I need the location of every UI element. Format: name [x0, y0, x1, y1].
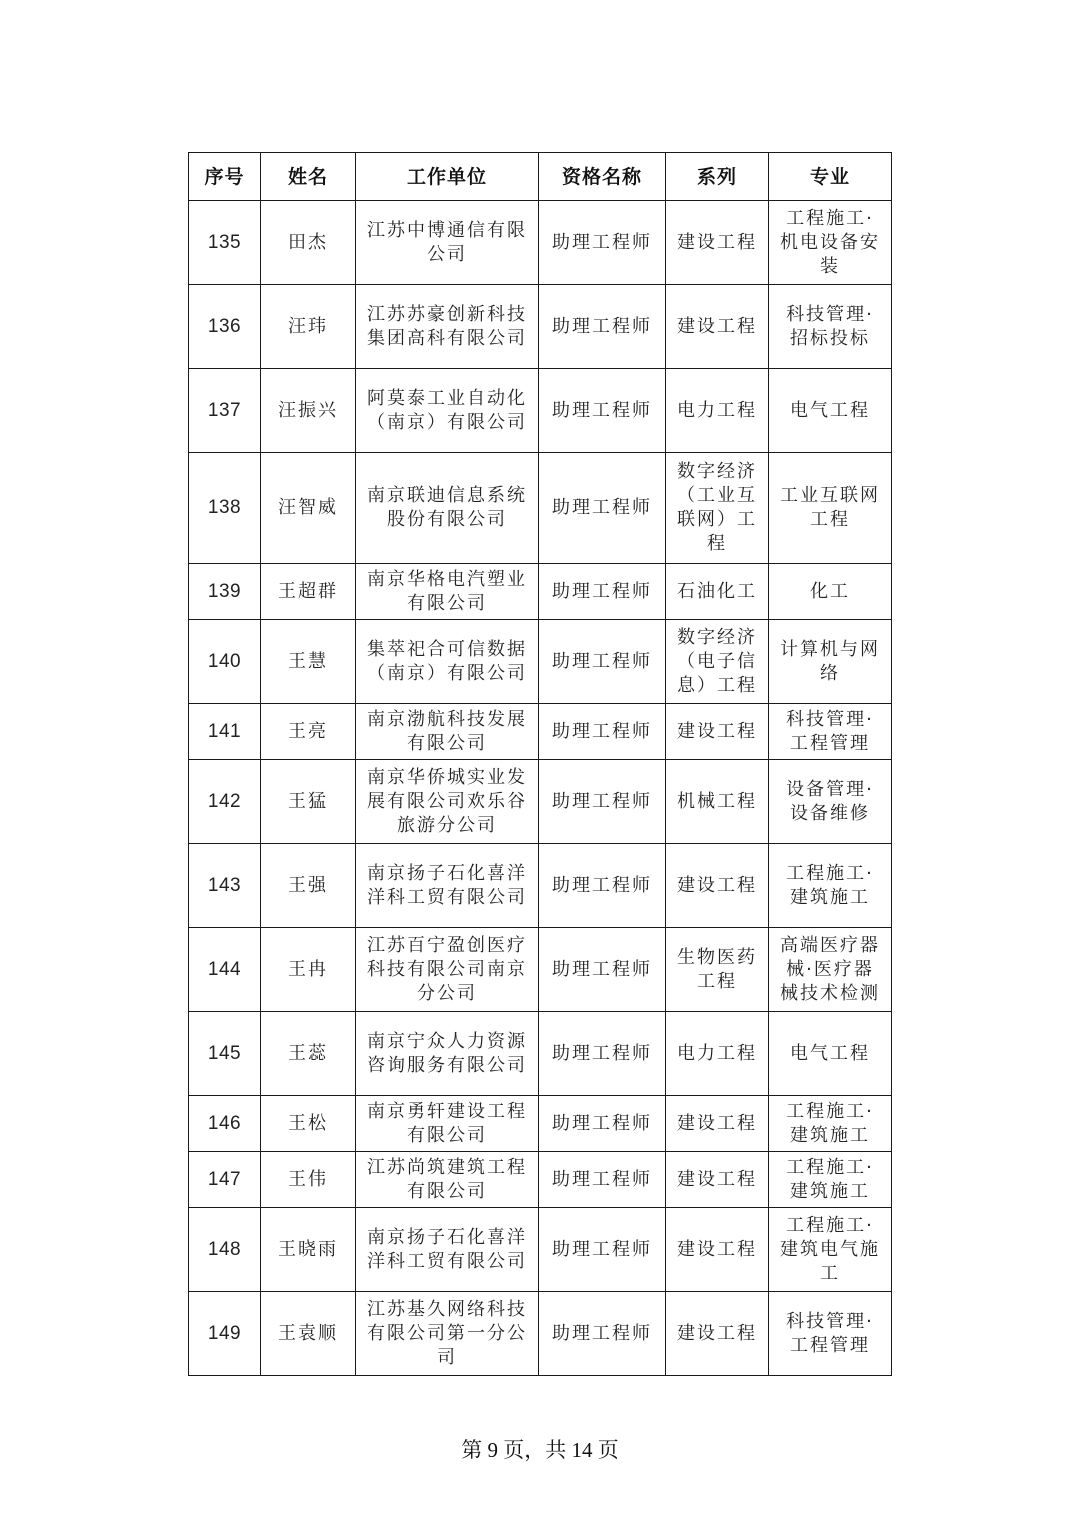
cell-name: 汪振兴 [261, 369, 356, 453]
cell-qualification: 助理工程师 [539, 285, 666, 369]
cell-qualification: 助理工程师 [539, 453, 666, 564]
cell-employer: 南京勇轩建设工程有限公司 [356, 1096, 539, 1152]
table-row [189, 564, 892, 620]
cell-series: 建设工程 [666, 1096, 769, 1152]
cell-name: 田杰 [261, 201, 356, 285]
cell-employer: 江苏百宁盈创医疗科技有限公司南京分公司 [356, 928, 539, 1012]
cell-specialty: 电气工程 [769, 1012, 892, 1096]
cell-seq: 136 [189, 285, 261, 369]
cell-employer: 南京华侨城实业发展有限公司欢乐谷旅游分公司 [356, 760, 539, 844]
table-row [189, 760, 892, 844]
cell-employer: 南京宁众人力资源咨询服务有限公司 [356, 1012, 539, 1096]
cell-series: 建设工程 [666, 285, 769, 369]
cell-qualification: 助理工程师 [539, 369, 666, 453]
cell-seq: 135 [189, 201, 261, 285]
cell-specialty: 工程施工·建筑施工 [769, 1096, 892, 1152]
table-row [189, 928, 892, 1012]
cell-name: 王袁顺 [261, 1292, 356, 1376]
cell-series: 建设工程 [666, 201, 769, 285]
cell-series: 电力工程 [666, 369, 769, 453]
header-seq: 序号 [189, 153, 261, 201]
cell-employer: 南京渤航科技发展有限公司 [356, 704, 539, 760]
cell-employer: 南京扬子石化喜洋洋科工贸有限公司 [356, 844, 539, 928]
table-row [189, 1208, 892, 1292]
table-row [189, 1012, 892, 1096]
cell-qualification: 助理工程师 [539, 1292, 666, 1376]
cell-specialty: 工业互联网工程 [769, 453, 892, 564]
cell-seq: 149 [189, 1292, 261, 1376]
cell-series: 建设工程 [666, 1208, 769, 1292]
table-header-row [189, 153, 892, 201]
cell-specialty: 工程施工·建筑施工 [769, 844, 892, 928]
table-row [189, 1096, 892, 1152]
cell-series: 电力工程 [666, 1012, 769, 1096]
cell-specialty: 计算机与网络 [769, 620, 892, 704]
cell-employer: 南京联迪信息系统股份有限公司 [356, 453, 539, 564]
cell-seq: 144 [189, 928, 261, 1012]
table-row [189, 844, 892, 928]
cell-seq: 139 [189, 564, 261, 620]
cell-seq: 147 [189, 1152, 261, 1208]
cell-qualification: 助理工程师 [539, 1208, 666, 1292]
cell-qualification: 助理工程师 [539, 844, 666, 928]
cell-specialty: 科技管理·工程管理 [769, 704, 892, 760]
table-row [189, 704, 892, 760]
cell-seq: 146 [189, 1096, 261, 1152]
cell-series: 数字经济（工业互联网）工程 [666, 453, 769, 564]
cell-specialty: 科技管理·工程管理 [769, 1292, 892, 1376]
cell-qualification: 助理工程师 [539, 620, 666, 704]
table-row [189, 285, 892, 369]
cell-specialty: 电气工程 [769, 369, 892, 453]
cell-qualification: 助理工程师 [539, 564, 666, 620]
cell-employer: 江苏尚筑建筑工程有限公司 [356, 1152, 539, 1208]
cell-employer: 江苏苏豪创新科技集团高科有限公司 [356, 285, 539, 369]
cell-specialty: 工程施工·建筑电气施工 [769, 1208, 892, 1292]
header-specialty: 专业 [769, 153, 892, 201]
cell-name: 汪玮 [261, 285, 356, 369]
cell-name: 王慧 [261, 620, 356, 704]
cell-series: 石油化工 [666, 564, 769, 620]
cell-name: 王松 [261, 1096, 356, 1152]
cell-series: 建设工程 [666, 1152, 769, 1208]
cell-series: 数字经济（电子信息）工程 [666, 620, 769, 704]
cell-qualification: 助理工程师 [539, 1152, 666, 1208]
table-row [189, 201, 892, 285]
qualification-table [188, 152, 892, 1376]
cell-specialty: 高端医疗器械·医疗器械技术检测 [769, 928, 892, 1012]
cell-employer: 集萃祀合可信数据（南京）有限公司 [356, 620, 539, 704]
cell-qualification: 助理工程师 [539, 704, 666, 760]
cell-name: 王强 [261, 844, 356, 928]
cell-name: 王晓雨 [261, 1208, 356, 1292]
page-footer: 第 9 页，共 14 页 [461, 1438, 619, 1462]
cell-name: 王冉 [261, 928, 356, 1012]
cell-seq: 140 [189, 620, 261, 704]
cell-qualification: 助理工程师 [539, 760, 666, 844]
cell-employer: 江苏中博通信有限公司 [356, 201, 539, 285]
cell-name: 王蕊 [261, 1012, 356, 1096]
table-row [189, 369, 892, 453]
header-employer: 工作单位 [356, 153, 539, 201]
header-qualification: 资格名称 [539, 153, 666, 201]
cell-series: 建设工程 [666, 844, 769, 928]
cell-qualification: 助理工程师 [539, 1012, 666, 1096]
cell-seq: 142 [189, 760, 261, 844]
cell-employer: 南京华格电汽塑业有限公司 [356, 564, 539, 620]
cell-qualification: 助理工程师 [539, 201, 666, 285]
cell-specialty: 设备管理·设备维修 [769, 760, 892, 844]
table-row [189, 620, 892, 704]
cell-seq: 148 [189, 1208, 261, 1292]
table-body [189, 201, 892, 1376]
cell-series: 生物医药工程 [666, 928, 769, 1012]
cell-name: 王伟 [261, 1152, 356, 1208]
cell-employer: 江苏基久网络科技有限公司第一分公司 [356, 1292, 539, 1376]
cell-seq: 141 [189, 704, 261, 760]
table-row [189, 453, 892, 564]
header-name: 姓名 [261, 153, 356, 201]
table-row [189, 1292, 892, 1376]
cell-name: 汪智威 [261, 453, 356, 564]
header-series: 系列 [666, 153, 769, 201]
table-row [189, 1152, 892, 1208]
cell-specialty: 工程施工·机电设备安装 [769, 201, 892, 285]
cell-employer: 南京扬子石化喜洋洋科工贸有限公司 [356, 1208, 539, 1292]
cell-specialty: 科技管理·招标投标 [769, 285, 892, 369]
cell-seq: 145 [189, 1012, 261, 1096]
cell-specialty: 工程施工·建筑施工 [769, 1152, 892, 1208]
cell-qualification: 助理工程师 [539, 1096, 666, 1152]
cell-seq: 137 [189, 369, 261, 453]
cell-series: 建设工程 [666, 1292, 769, 1376]
cell-specialty: 化工 [769, 564, 892, 620]
cell-series: 建设工程 [666, 704, 769, 760]
cell-series: 机械工程 [666, 760, 769, 844]
cell-employer: 阿莫泰工业自动化（南京）有限公司 [356, 369, 539, 453]
cell-seq: 143 [189, 844, 261, 928]
cell-name: 王猛 [261, 760, 356, 844]
cell-qualification: 助理工程师 [539, 928, 666, 1012]
cell-name: 王亮 [261, 704, 356, 760]
cell-seq: 138 [189, 453, 261, 564]
cell-name: 王超群 [261, 564, 356, 620]
